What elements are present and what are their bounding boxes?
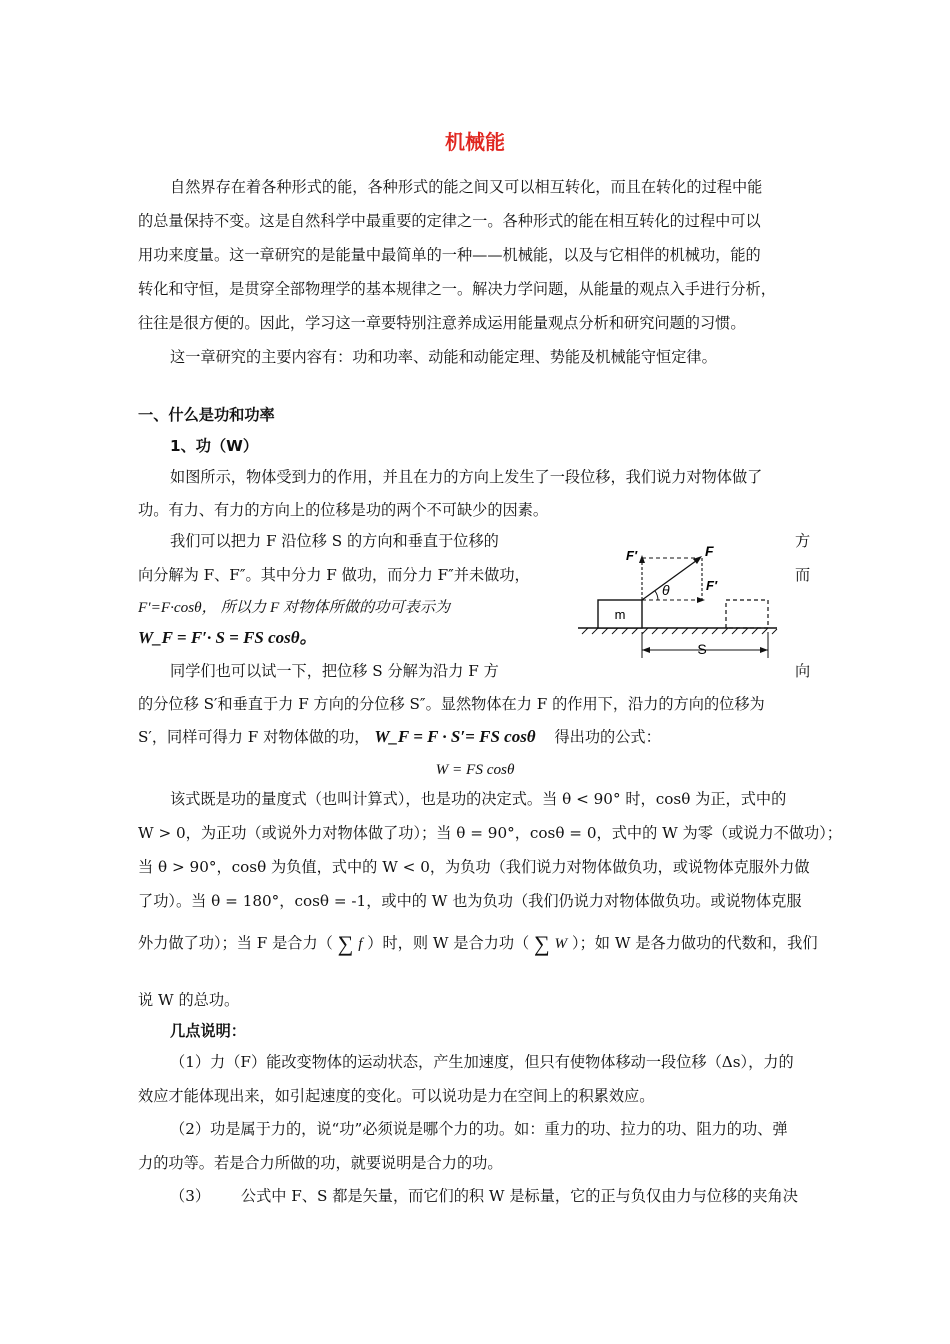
explain-text: 外力做了功）；当 F 是合力（ [138,934,333,952]
intro-line: 往往是很方便的。因此，学习这一章要特别注意养成运用能量观点分析和研究问题的习惯。 [138,314,746,332]
explain-line: 该式既是功的量度式（也叫计算式），也是功的决定式。当 θ < 90° 时，cosθ 为正，式中的 [170,790,787,808]
ground-hatch [582,628,777,634]
decomp-line-end: 而 [795,566,811,584]
note-line: （1）力（F）能改变物体的运动状态，产生加速度，但只有使物体移动一段位移（Δs），力的 [170,1053,794,1071]
sum-symbol: ∑ [534,931,550,956]
arrowhead-icon [760,647,768,653]
arrowhead-icon [639,555,645,563]
block-final-position [726,600,768,628]
decomp-line: 的分位移 S′和垂直于力 F 方向的分位移 S″。显然物体在力 F 的作用下，沿力的方向的位移为 [138,695,765,713]
explain-line-composite [138,933,818,954]
definition-line: 如图所示，物体受到力的作用，并且在力的方向上发生了一段位移，我们说力对物体做了 [170,468,763,486]
force-diagram [572,540,782,682]
note-number: （3） [170,1187,211,1205]
explain-text: ）时，则 W 是合力功（ [367,934,530,952]
block-label: m [614,607,626,622]
force-vertical-label: F′ [626,548,638,563]
arrowhead-icon [697,597,705,603]
intro-line: 用功来度量。这一章研究的是能量中最简单的一种——机械能，以及与它相伴的机械功，能的 [138,246,761,264]
intro-line: 的总量保持不变。这是自然科学中最重要的定律之一。各种形式的能在相互转化的过程中可以 [138,212,761,230]
notes-heading: 几点说明： [170,1022,246,1040]
explain-line: 当 θ > 90°，cosθ 为负值，式中的 W < 0，为负功（我们说力对物体做负功，或说物体克服外力做 [138,858,810,876]
force-F-label: F [705,543,714,559]
angle-arc [655,591,658,600]
force-horizontal-label: F′ [706,578,718,593]
definition-line: 功。有力、有力的方向上的位移是功的两个不可缺少的因素。 [138,501,549,519]
note-line: 效应才能体现出来，如引起速度的变化。可以说功是力在空间上的积累效应。 [138,1087,655,1105]
note-line [170,1186,798,1206]
sum-operand: f [358,935,363,952]
explain-line: W > 0，为正功（或说外力对物体做了功）；当 θ = 90°，cosθ = 0，式中的 W 为零（或说力不做功）； [138,824,842,842]
decomp-line-end: 向 [795,662,811,680]
explain-line: 说 W 的总功。 [138,991,240,1009]
arrowhead-icon [642,647,650,653]
decomp-line-composite [138,727,661,747]
decomp-line-end: 方 [795,532,811,550]
intro-line: 转化和守恒，是贯穿全部物理学的基本规律之一。解决力学问题，从能量的观点入手进行分析， [138,280,776,298]
note-text: 公式中 F、S 都是矢量，而它们的积 W 是标量，它的正与负仅由力与位移的夹角决 [240,1187,798,1205]
intro-summary: 这一章研究的主要内容有：功和功率、动能和动能定理、势能及机械能守恒定律。 [170,348,717,366]
note-line: 力的功等。若是合力所做的功，就要说明是合力的功。 [138,1154,503,1172]
sum-operand: W [554,935,568,952]
sum-symbol: ∑ [337,931,354,956]
decomp-text: S′，同样可得力 F 对物体做的功， [138,728,370,746]
subsection-heading: 1、功（W） [170,437,259,455]
decomp-line: 同学们也可以试一下，把位移 S 分解为沿力 F 方 [170,662,499,680]
decomp-text: 得出功的公式： [554,728,661,746]
decomp-line: F′=F·cosθ， 所以力 F 对物体所做的功可表示为 [138,599,451,616]
explain-text: ）；如 W 是各力做功的代数和，我们 [572,934,818,952]
explain-line: 了功）。当 θ = 180°，cosθ = -1，或中的 W 也为负功（我们仍说力对物体做负功。或说物体克服 [138,892,802,910]
angle-label: θ [662,582,670,598]
work-expression-alt: W_F = F · S′= FS cosθ [374,727,536,746]
intro-line: 自然界存在着各种形式的能，各种形式的能之间又可以相互转化，而且在转化的过程中能 [170,178,763,196]
decomp-line: 我们可以把力 F 沿位移 S 的方向和垂直于位移的 [170,532,499,550]
displacement-label: S [697,641,707,657]
note-line: （2）功是属于力的，说“功”必须说是哪个力的功。如：重力的功、拉力的功、阻力的功、弹 [170,1120,788,1138]
work-expression: W_F = F′· S = FS cosθ。 [138,628,317,647]
force-F-vector [642,558,700,600]
work-formula: W = FS cosθ [435,761,515,778]
section-heading: 一、什么是功和功率 [138,406,275,424]
page-title: 机械能 [445,130,505,154]
decomp-line: 向分解为 F、F″。其中分力 F 做功，而分力 F″并未做功， [138,566,530,584]
